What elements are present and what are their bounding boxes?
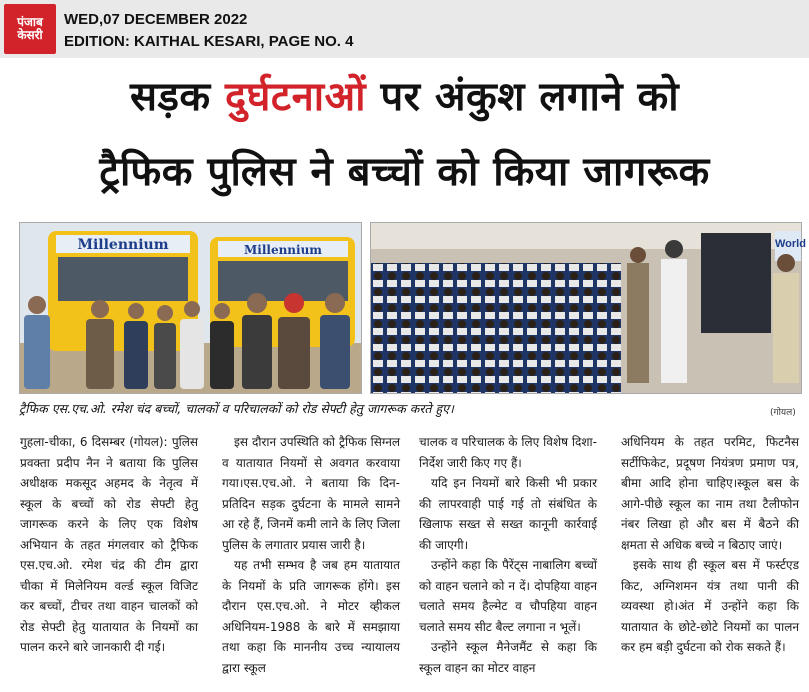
article-paragraph: इस दौरान उपस्थिति को ट्रैफिक सिग्नल व यातायात नियमों से अवगत करवाया गया।एस.एच.ओ. ने बताया कि दिन-प्रतिदिन सड़क दुर्घटना के मामले सामने आ रहे हैं, जिनमें कमी लाने के लिए जिला पुलिस के लगातार प्रयास जारी है।: [222, 435, 400, 552]
photo-caption: ट्रैफिक एस.एच.ओ. रमेश चंद बच्चों, चालकों व परिचालकों को रोड सेफ्टी हेतु जागरूक करते हुए।: [19, 401, 454, 416]
presenter-figure: [661, 259, 687, 383]
photo-students-hall: [370, 222, 806, 394]
article-column-3: [419, 432, 597, 688]
headline-text-a: सड़क: [129, 74, 226, 120]
article-paragraph: यह तभी सम्भव है जब हम यातायात के नियमों के प्रति जागरूक होंगे। इस दौरान एस.एच.ओ. ने मोटर व्हीकल अधिनियम-1988 के बारे में समझाया तथा कहा कि माननीय उच्च न्यायालय द्वारा स्कूल: [222, 558, 400, 675]
edition-info: EDITION: KAITHAL KESARI, PAGE NO. 4: [64, 33, 354, 50]
headline-text-b: पर अंकुश लगाने को: [366, 74, 680, 120]
headline-line2: ट्रैफिक पुलिस ने बच्चों को किया जागरूक: [99, 149, 710, 195]
photo-school-buses: [19, 222, 362, 394]
edition-date: WED,07 DECEMBER 2022: [64, 11, 248, 28]
newspaper-logo: [4, 4, 56, 54]
article-paragraph: यदि इन नियमों बारे किसी भी प्रकार की लापरवाही पाई गई तो संबंधित के खिलाफ सख्त से सख्त कानूनी कार्रवाई की जाएगी।: [419, 476, 597, 552]
headline-line1: [0, 70, 809, 124]
world-sign: World: [775, 238, 806, 250]
article-paragraph: उन्होंने कहा कि पैरेंट्स नाबालिग बच्चों को वाहन चलाने को न दें। दोपहिया वाहन चलाते समय हैल्मेट व चौपहिया वाहन चलाते समय सीट बैल्ट लगाना न भूलें।: [419, 558, 597, 634]
bus-sign-right: Millennium: [243, 243, 323, 257]
presentation-screen: [701, 233, 771, 333]
photo-credit: (गोयल): [770, 408, 796, 418]
article-paragraph: उन्होंने स्कूल मैनेजमैंट से कहा कि स्कूल वाहन का मोटर वाहन: [419, 640, 597, 675]
article-paragraph: गुहला-चीका, 6 दिसम्बर (गोयल): पुलिस प्रवक्ता प्रदीप नैन ने बताया कि पुलिस अधीक्षक मकसूद अहमद के नेतृत्व में स्कूल के बच्चों को रोड सेफ्टी हेतु जागरूक करने के लिए एक विशेष अभियान के तहत मंगलवार को ट्रैफिक एस.एच.ओ. रमेश चंद्र की टीम द्वारा चीका में मिलेनियम वर्ल्ड स्कूल विजिट कर बच्चों, टीचर तथा वाहन चालकों को रोड सेफ्टी हेतु यातायात के नियमों का पालन करने बारे जानकारी दी गई।: [20, 435, 198, 654]
logo-line2: केसरी: [17, 28, 43, 42]
logo-line1: पंजाब: [17, 14, 43, 29]
article-paragraph: चालक व परिचालक के लिए विशेष दिशा-निर्देश जारी किए गए हैं।: [419, 435, 597, 470]
article-column-1: [20, 432, 198, 688]
article-paragraph: अधिनियम के तहत परमिट, फिटनैस सर्टीफिकेट, प्रदूषण नियंत्रण प्रमाण पत्र, बीमा आदि होना चाहिए।स्कूल बस के आगे-पीछे स्कूल का नाम तथा टैलीफोन नंबर लिखा हो और बस में बैठने की क्षमता से अधिक बच्चे न बिठाए जाएं।: [621, 435, 799, 552]
students-seated: [371, 263, 621, 393]
article-paragraph: इसके साथ ही स्कूल बस में फर्स्टएड किट, अग्निशमन यंत्र तथा पानी की व्यवस्था हो।अंत में उन्होंने कहा कि यातायात के छोटे-छोटे नियमों का पालन कर हम बड़ी दुर्घटना को रोक सकते हैं।: [621, 558, 799, 654]
article-column-4: [621, 432, 799, 688]
headline-red-word: दुर्घटनाओं: [225, 74, 367, 120]
article-column-2: [222, 432, 400, 688]
bus-sign-left: Millennium: [77, 237, 169, 253]
header-bar: [0, 0, 809, 58]
edition-meta: [64, 9, 353, 53]
